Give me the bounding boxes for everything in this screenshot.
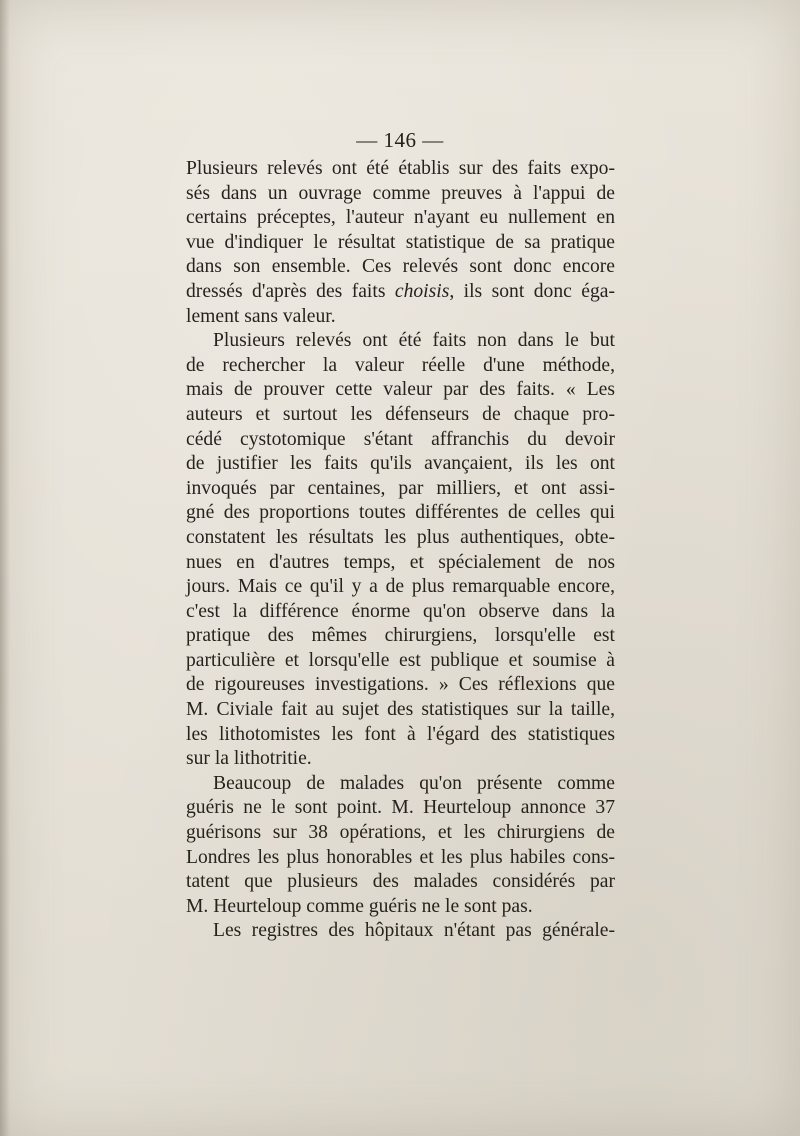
text-line: sur la lithotritie. [186, 748, 312, 770]
text-line: M. Civiale fait au sujet des statistiques sur la taille, [186, 699, 615, 721]
text-line: c'est la différence énorme qu'on observe dans la [186, 600, 615, 622]
paragraph [186, 329, 615, 772]
text-line: invoqués par centaines, par milliers, et ont assi- [186, 477, 615, 499]
text-line: de rechercher la valeur réelle d'une méthode, [186, 354, 615, 376]
text-line: de rigoureuses investigations. » Ces réflexions que [186, 674, 615, 696]
paragraph [186, 157, 615, 329]
text-line: dans son ensemble. Ces relevés sont donc encore [186, 256, 615, 278]
text-line: constatent les résultats les plus authentiques, obte- [186, 526, 615, 548]
text-line: M. Heurteloup comme guéris ne le sont pas. [186, 895, 533, 917]
text-line: sés dans un ouvrage comme preuves à l'appui de [186, 182, 615, 204]
page-number: — 146 — [356, 128, 444, 152]
text-line: mais de prouver cette valeur par des faits. « Les [186, 379, 615, 401]
text-line: cédé cystotomique s'étant affranchis du devoir [186, 428, 615, 450]
text-line: dressés d'après des faits choisis, ils sont donc éga- [186, 280, 615, 302]
page-edge-shadow [0, 0, 10, 1136]
text-line: pratique des mêmes chirurgiens, lorsqu'elle est [186, 625, 615, 647]
text-line: tatent que plusieurs des malades considérés par [186, 871, 615, 893]
italic-word: choisis [394, 280, 450, 302]
text-line: certains préceptes, l'auteur n'ayant eu nullement en [186, 207, 615, 229]
text-line: Beaucoup de malades qu'on présente comme [213, 772, 615, 794]
text-line: jours. Mais ce qu'il y a de plus remarquable encore, [186, 576, 615, 598]
text-line: guéris ne le sont point. M. Heurteloup annonce 37 [186, 797, 615, 819]
paragraph [186, 919, 615, 944]
text-line: Les registres des hôpitaux n'étant pas générale- [213, 920, 615, 942]
text-line: lement sans valeur. [186, 305, 336, 327]
text-line: Plusieurs relevés ont été établis sur des faits expo- [186, 158, 615, 179]
text-line: nues en d'autres temps, et spécialement de nos [186, 551, 615, 573]
text-line: guérisons sur 38 opérations, et les chirurgiens de [186, 822, 615, 844]
text-line: Plusieurs relevés ont été faits non dans le but [213, 330, 615, 352]
text-line: vue d'indiquer le résultat statistique de sa pratique [186, 231, 615, 253]
text-line: de justifier les faits qu'ils avançaient, ils les ont [186, 453, 615, 475]
text-line: auteurs et surtout les défenseurs de chaque pro- [186, 403, 615, 425]
paragraph [186, 772, 615, 920]
text-line: gné des proportions toutes différentes de celles qui [186, 502, 615, 524]
text-line: particulière et lorsqu'elle est publique et soumise à [186, 649, 615, 671]
body-text [186, 157, 615, 944]
text-line: les lithotomistes les font à l'égard des statistiques [186, 723, 615, 745]
text-line: Londres les plus honorables et les plus habiles cons- [186, 846, 615, 868]
